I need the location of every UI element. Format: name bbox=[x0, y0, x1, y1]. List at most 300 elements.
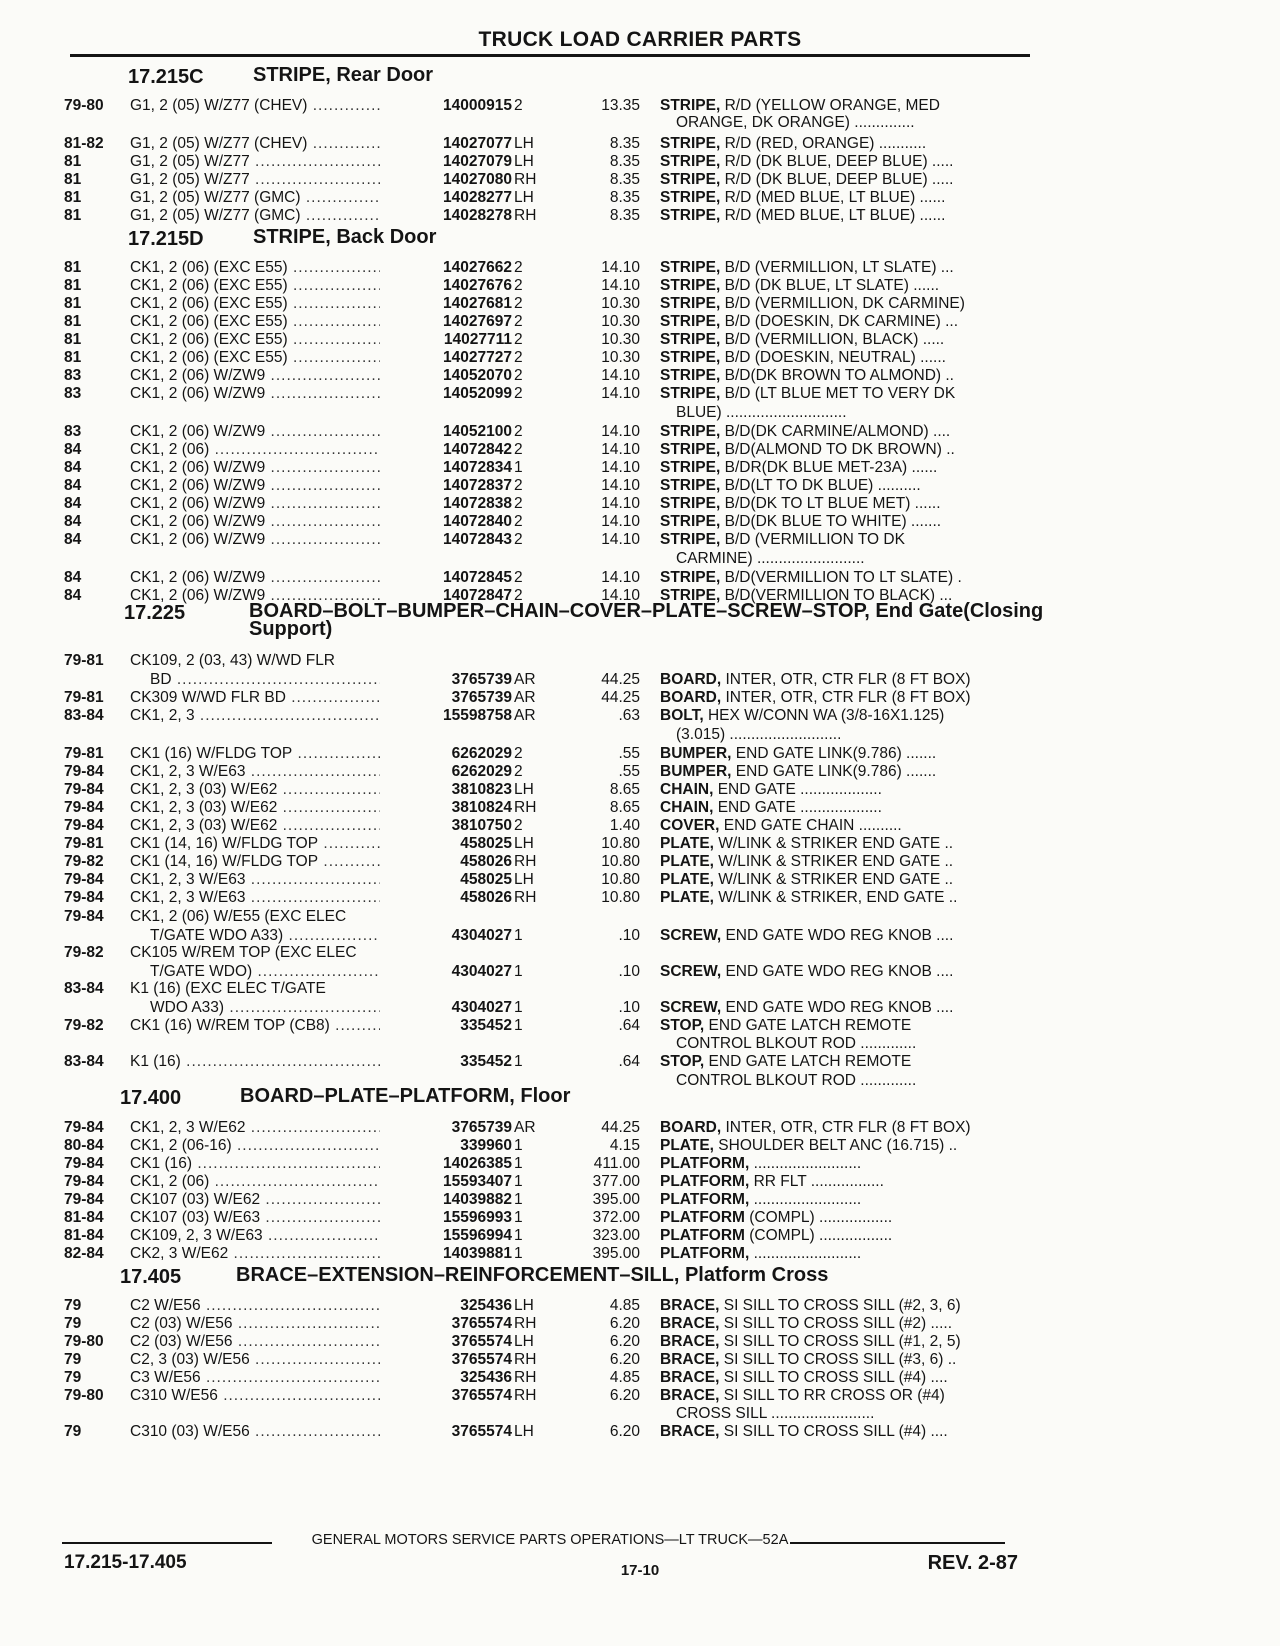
part-number: 3765574 bbox=[380, 1350, 512, 1369]
part-row bbox=[0, 1172, 1280, 1192]
model-years: 79-81 bbox=[64, 745, 104, 762]
model-applicability: CK1, 2 (06) W/ZW9 ..... bbox=[130, 366, 402, 385]
price: 6.20 bbox=[609, 1333, 640, 1350]
model-years: 81 bbox=[64, 171, 82, 188]
part-description bbox=[660, 568, 1020, 587]
part-number: 14028277 bbox=[380, 188, 512, 207]
model-years: 79-84 bbox=[64, 889, 104, 906]
model-applicability: CK1, 2, 3 ..... bbox=[130, 706, 402, 725]
part-description bbox=[660, 512, 1020, 531]
part-number: 15593407 bbox=[380, 1172, 512, 1191]
price: 8.35 bbox=[609, 207, 640, 224]
price: 10.30 bbox=[601, 295, 640, 312]
part-number: 339960 bbox=[380, 1136, 512, 1155]
quantity: LH bbox=[514, 835, 534, 852]
model-applicability: T/GATE WDO) ..... bbox=[150, 962, 402, 981]
part-description-text: (COMPL) ................. bbox=[749, 1209, 893, 1226]
part-description bbox=[660, 834, 1020, 853]
price: 14.10 bbox=[601, 495, 640, 512]
section-number: 17.225 bbox=[124, 602, 186, 624]
price: 14.10 bbox=[601, 531, 640, 548]
model-applicability: CK1, 2 (06) (EXC E55) ..... bbox=[130, 348, 402, 367]
price: .10 bbox=[618, 927, 640, 944]
quantity: 2 bbox=[514, 313, 523, 330]
quantity: 1 bbox=[514, 459, 523, 476]
part-name: STRIPE, bbox=[660, 587, 721, 604]
part-description-text: R/D (RED, ORANGE) ........... bbox=[724, 135, 927, 152]
model-years: 79-81 bbox=[64, 689, 104, 706]
part-description-text: END GATE CHAIN .......... bbox=[723, 817, 902, 834]
part-name: STOP, bbox=[660, 1017, 705, 1034]
model-applicability: C2 W/E56 ..... bbox=[130, 1296, 402, 1315]
model-years: 81 bbox=[64, 331, 82, 348]
model-applicability: CK1, 2 (06-16) ..... bbox=[130, 1136, 402, 1155]
part-description bbox=[660, 1190, 1020, 1209]
price: 4.15 bbox=[609, 1137, 640, 1154]
part-name: STRIPE, bbox=[660, 189, 721, 206]
part-row bbox=[0, 384, 1280, 404]
quantity: 2 bbox=[514, 569, 523, 586]
part-name: STRIPE, bbox=[660, 259, 721, 276]
part-description bbox=[660, 294, 1020, 313]
quantity: 1 bbox=[514, 1017, 523, 1034]
part-description bbox=[660, 998, 1020, 1017]
quantity: 1 bbox=[514, 1227, 523, 1244]
price: 13.35 bbox=[601, 97, 640, 114]
part-number: 14072840 bbox=[380, 512, 512, 531]
part-description-text: B/D(ALMOND TO DK BROWN) .. bbox=[724, 441, 955, 458]
part-name: STRIPE, bbox=[660, 207, 721, 224]
model-applicability: CK1, 2 (06) W/ZW9 ..... bbox=[130, 530, 402, 549]
quantity: 2 bbox=[514, 495, 523, 512]
quantity: LH bbox=[514, 781, 534, 798]
part-description bbox=[660, 1296, 1020, 1315]
model-years: 84 bbox=[64, 513, 82, 530]
section-title: STRIPE, Rear Door bbox=[253, 64, 434, 86]
quantity: 2 bbox=[514, 349, 523, 366]
part-description-text: SI SILL TO CROSS SILL (#4) .... bbox=[723, 1369, 948, 1386]
page-title: TRUCK LOAD CARRIER PARTS bbox=[478, 28, 802, 51]
model-years: 82-84 bbox=[64, 1245, 104, 1262]
part-description bbox=[660, 276, 1020, 295]
model-years: 81 bbox=[64, 153, 82, 170]
model-years: 84 bbox=[64, 587, 82, 604]
quantity: RH bbox=[514, 799, 537, 816]
quantity: 2 bbox=[514, 745, 523, 762]
price: 8.35 bbox=[609, 189, 640, 206]
price: 14.10 bbox=[601, 459, 640, 476]
model-applicability: CK1, 2, 3 W/E62 ..... bbox=[130, 1118, 402, 1137]
part-description-text: SI SILL TO CROSS SILL (#3, 6) .. bbox=[723, 1351, 957, 1368]
model-years: 80-84 bbox=[64, 1137, 104, 1154]
model-years: 79-84 bbox=[64, 781, 104, 798]
part-description bbox=[660, 870, 1020, 889]
price: 14.10 bbox=[601, 513, 640, 530]
part-description bbox=[660, 1052, 1020, 1071]
part-name: STOP, bbox=[660, 1053, 705, 1070]
model-years: 79 bbox=[64, 1297, 82, 1314]
part-row bbox=[0, 134, 1280, 154]
part-number: 3765574 bbox=[380, 1332, 512, 1351]
model-applicability: C2, 3 (03) W/E56 ..... bbox=[130, 1350, 402, 1369]
price: 10.30 bbox=[601, 349, 640, 366]
part-number: 458026 bbox=[380, 888, 512, 907]
model-applicability: CK1, 2 (06) W/ZW9 ..... bbox=[130, 476, 402, 495]
part-description-continued: CONTROL BLKOUT ROD ............. bbox=[676, 1072, 917, 1089]
part-row bbox=[0, 1016, 1280, 1036]
price: 8.35 bbox=[609, 171, 640, 188]
price: 14.10 bbox=[601, 587, 640, 604]
part-row bbox=[0, 96, 1280, 116]
quantity: 2 bbox=[514, 513, 523, 530]
part-row bbox=[0, 258, 1280, 278]
part-number: 14027697 bbox=[380, 312, 512, 331]
part-description bbox=[660, 422, 1020, 441]
part-row bbox=[0, 366, 1280, 386]
model-years: 79-84 bbox=[64, 817, 104, 834]
part-name: STRIPE, bbox=[660, 441, 721, 458]
part-description bbox=[660, 170, 1020, 189]
model-applicability-line1: K1 (16) (EXC ELEC T/GATE bbox=[130, 980, 326, 997]
part-number: 14072845 bbox=[380, 568, 512, 587]
price: 14.10 bbox=[601, 423, 640, 440]
price: 377.00 bbox=[592, 1173, 640, 1190]
price: .64 bbox=[618, 1017, 640, 1034]
part-name: PLATFORM, bbox=[660, 1245, 750, 1262]
model-applicability: WDO A33) ..... bbox=[150, 998, 402, 1017]
part-row bbox=[0, 1350, 1280, 1370]
part-row bbox=[0, 1136, 1280, 1156]
price: 44.25 bbox=[601, 1119, 640, 1136]
quantity: RH bbox=[514, 1369, 537, 1386]
model-applicability: CK107 (03) W/E63 ..... bbox=[130, 1208, 402, 1227]
part-number: 14027676 bbox=[380, 276, 512, 295]
part-number: 3810824 bbox=[380, 798, 512, 817]
part-name: BRACE, bbox=[660, 1315, 720, 1332]
part-row-prefix bbox=[0, 907, 1280, 927]
model-years: 79-82 bbox=[64, 944, 104, 961]
part-row bbox=[0, 1422, 1280, 1442]
part-name: STRIPE, bbox=[660, 135, 721, 152]
part-description-text: B/D(DK BROWN TO ALMOND) .. bbox=[724, 367, 954, 384]
part-number: 14072837 bbox=[380, 476, 512, 495]
part-row bbox=[0, 512, 1280, 532]
section-number: 17.405 bbox=[120, 1266, 182, 1288]
part-description-text: END GATE WDO REG KNOB .... bbox=[725, 963, 954, 980]
part-row bbox=[0, 276, 1280, 296]
part-description-continued: CROSS SILL ........................ bbox=[676, 1405, 875, 1422]
quantity: 2 bbox=[514, 441, 523, 458]
model-applicability: CK1 (16) W/FLDG TOP ..... bbox=[130, 744, 402, 763]
part-number: 4304027 bbox=[380, 926, 512, 945]
part-description-text: SI SILL TO CROSS SILL (#4) .... bbox=[723, 1423, 948, 1440]
price: 8.35 bbox=[609, 135, 640, 152]
model-years: 84 bbox=[64, 459, 82, 476]
model-years: 81 bbox=[64, 277, 82, 294]
part-name: CHAIN, bbox=[660, 781, 714, 798]
part-name: BRACE, bbox=[660, 1387, 720, 1404]
part-number: 14027662 bbox=[380, 258, 512, 277]
part-description bbox=[660, 1154, 1020, 1173]
section-title: BOARD–BOLT–BUMPER–CHAIN–COVER–PLATE–SCREW–STOP, End Gate(Closing Support) bbox=[249, 600, 1044, 640]
part-name: STRIPE, bbox=[660, 385, 721, 402]
part-description bbox=[660, 188, 1020, 207]
part-name: SCREW, bbox=[660, 963, 722, 980]
part-description-text: END GATE LATCH REMOTE bbox=[708, 1017, 912, 1034]
part-name: COVER, bbox=[660, 817, 720, 834]
part-description-text: B/D (DOESKIN, DK CARMINE) ... bbox=[724, 313, 958, 330]
section-number: 17.400 bbox=[120, 1087, 182, 1109]
part-row bbox=[0, 206, 1280, 226]
part-number: 14039882 bbox=[380, 1190, 512, 1209]
price: 14.10 bbox=[601, 277, 640, 294]
part-description-text: B/D (VERMILLION, DK CARMINE) bbox=[724, 295, 965, 312]
part-row bbox=[0, 1052, 1280, 1072]
model-applicability-line1: CK105 W/REM TOP (EXC ELEC bbox=[130, 944, 357, 961]
part-description bbox=[660, 1244, 1020, 1263]
part-description bbox=[660, 440, 1020, 459]
model-applicability: CK1, 2 (06) (EXC E55) ..... bbox=[130, 330, 402, 349]
model-applicability: CK1, 2 (06) (EXC E55) ..... bbox=[130, 276, 402, 295]
part-description bbox=[660, 1314, 1020, 1333]
price: 4.85 bbox=[609, 1297, 640, 1314]
model-years: 84 bbox=[64, 495, 82, 512]
part-description-text: END GATE WDO REG KNOB .... bbox=[725, 999, 954, 1016]
part-description-text: END GATE LINK(9.786) ....... bbox=[735, 763, 937, 780]
part-description-text: B/D(LT TO DK BLUE) .......... bbox=[724, 477, 921, 494]
price: 395.00 bbox=[592, 1245, 640, 1262]
quantity: RH bbox=[514, 889, 537, 906]
part-number: 14028278 bbox=[380, 206, 512, 225]
model-applicability: C2 (03) W/E56 ..... bbox=[130, 1314, 402, 1333]
model-years: 79-84 bbox=[64, 1173, 104, 1190]
part-description-text: END GATE LATCH REMOTE bbox=[708, 1053, 912, 1070]
part-description bbox=[660, 1368, 1020, 1387]
part-description-text: R/D (YELLOW ORANGE, MED bbox=[724, 97, 940, 114]
part-description-text: B/D(DK CARMINE/ALMOND) .... bbox=[724, 423, 951, 440]
part-name: SCREW, bbox=[660, 927, 722, 944]
part-description-continued: CONTROL BLKOUT ROD ............. bbox=[676, 1035, 917, 1052]
part-description-text: ......................... bbox=[753, 1191, 862, 1208]
quantity: 1 bbox=[514, 1137, 523, 1154]
part-number: 14027727 bbox=[380, 348, 512, 367]
part-description bbox=[660, 780, 1020, 799]
model-years: 81 bbox=[64, 295, 82, 312]
part-number: 4304027 bbox=[380, 962, 512, 981]
part-name: BOARD, bbox=[660, 671, 722, 688]
quantity: 2 bbox=[514, 277, 523, 294]
price: 44.25 bbox=[601, 689, 640, 706]
part-name: STRIPE, bbox=[660, 349, 721, 366]
part-row bbox=[0, 530, 1280, 550]
part-name: CHAIN, bbox=[660, 799, 714, 816]
model-years: 81 bbox=[64, 349, 82, 366]
model-applicability-line1: CK109, 2 (03, 43) W/WD FLR bbox=[130, 652, 336, 669]
model-years: 79 bbox=[64, 1315, 82, 1332]
part-description bbox=[660, 476, 1020, 495]
part-number: 14052099 bbox=[380, 384, 512, 403]
price: 14.10 bbox=[601, 367, 640, 384]
quantity: RH bbox=[514, 171, 537, 188]
part-name: PLATFORM, bbox=[660, 1191, 750, 1208]
part-description bbox=[660, 494, 1020, 513]
part-name: PLATE, bbox=[660, 871, 714, 888]
part-name: PLATFORM bbox=[660, 1227, 745, 1244]
part-description bbox=[660, 1208, 1020, 1227]
quantity: LH bbox=[514, 189, 534, 206]
quantity: RH bbox=[514, 1315, 537, 1332]
quantity: 2 bbox=[514, 477, 523, 494]
model-applicability: CK1, 2 (06) W/ZW9 ..... bbox=[130, 422, 402, 441]
model-applicability: G1, 2 (05) W/Z77 (GMC) ..... bbox=[130, 188, 402, 207]
part-description bbox=[660, 1332, 1020, 1351]
price: 14.10 bbox=[601, 385, 640, 402]
model-years: 79-81 bbox=[64, 835, 104, 852]
quantity: 1 bbox=[514, 1053, 523, 1070]
model-applicability: T/GATE WDO A33) ..... bbox=[150, 926, 402, 945]
price: .64 bbox=[618, 1053, 640, 1070]
model-years: 81-82 bbox=[64, 135, 104, 152]
part-name: SCREW, bbox=[660, 999, 722, 1016]
part-row bbox=[0, 798, 1280, 818]
model-years: 79-82 bbox=[64, 1017, 104, 1034]
model-applicability: CK1, 2 (06) W/ZW9 ..... bbox=[130, 494, 402, 513]
part-name: STRIPE, bbox=[660, 313, 721, 330]
part-row bbox=[0, 188, 1280, 208]
part-name: PLATE, bbox=[660, 889, 714, 906]
part-description bbox=[660, 1226, 1020, 1245]
model-applicability: CK309 W/WD FLR BD ..... bbox=[130, 688, 402, 707]
part-name: BRACE, bbox=[660, 1369, 720, 1386]
price: .10 bbox=[618, 999, 640, 1016]
price: 44.25 bbox=[601, 671, 640, 688]
part-description-text: ......................... bbox=[753, 1155, 862, 1172]
model-years: 79 bbox=[64, 1369, 82, 1386]
quantity: 1 bbox=[514, 927, 523, 944]
price: 395.00 bbox=[592, 1191, 640, 1208]
part-row bbox=[0, 706, 1280, 726]
price: 6.20 bbox=[609, 1351, 640, 1368]
model-applicability: CK2, 3 W/E62 ..... bbox=[130, 1244, 402, 1263]
part-row bbox=[0, 1332, 1280, 1352]
quantity: RH bbox=[514, 1351, 537, 1368]
part-description bbox=[660, 762, 1020, 781]
part-number: 3765574 bbox=[380, 1422, 512, 1441]
section-title: BRACE–EXTENSION–REINFORCEMENT–SILL, Platform Cross bbox=[236, 1264, 829, 1286]
quantity: 2 bbox=[514, 331, 523, 348]
quantity: 2 bbox=[514, 385, 523, 402]
model-applicability: CK1, 2 (06) W/ZW9 ..... bbox=[130, 568, 402, 587]
part-row-prefix bbox=[0, 943, 1280, 963]
part-row bbox=[0, 170, 1280, 190]
price: 14.10 bbox=[601, 569, 640, 586]
part-row bbox=[0, 348, 1280, 368]
model-years: 79 bbox=[64, 1351, 82, 1368]
part-description bbox=[660, 688, 1020, 707]
model-applicability: CK1, 2 (06) W/ZW9 ..... bbox=[130, 384, 402, 403]
model-years: 84 bbox=[64, 441, 82, 458]
part-name: STRIPE, bbox=[660, 495, 721, 512]
part-row bbox=[0, 1386, 1280, 1406]
part-number: 14072834 bbox=[380, 458, 512, 477]
part-description-text: W/LINK & STRIKER END GATE .. bbox=[718, 871, 954, 888]
part-description bbox=[660, 1172, 1020, 1191]
part-name: PLATE, bbox=[660, 1137, 714, 1154]
price: .55 bbox=[618, 763, 640, 780]
model-applicability: C2 (03) W/E56 ..... bbox=[130, 1332, 402, 1351]
part-name: STRIPE, bbox=[660, 367, 721, 384]
part-number: 3810750 bbox=[380, 816, 512, 835]
part-name: BOARD, bbox=[660, 1119, 722, 1136]
part-number: 4304027 bbox=[380, 998, 512, 1017]
price: 10.30 bbox=[601, 331, 640, 348]
price: 8.65 bbox=[609, 781, 640, 798]
price: 10.80 bbox=[601, 889, 640, 906]
part-description bbox=[660, 816, 1020, 835]
part-name: STRIPE, bbox=[660, 531, 721, 548]
model-years: 81-84 bbox=[64, 1209, 104, 1226]
quantity: 1 bbox=[514, 1245, 523, 1262]
part-number: 14039881 bbox=[380, 1244, 512, 1263]
part-description bbox=[660, 134, 1020, 153]
model-applicability: CK109, 2, 3 W/E63 ..... bbox=[130, 1226, 402, 1245]
part-description bbox=[660, 258, 1020, 277]
quantity: 1 bbox=[514, 1191, 523, 1208]
model-applicability: G1, 2 (05) W/Z77 (CHEV) ..... bbox=[130, 96, 402, 115]
quantity: 1 bbox=[514, 1209, 523, 1226]
part-description-text: SI SILL TO CROSS SILL (#2) ..... bbox=[723, 1315, 953, 1332]
part-number: 14027681 bbox=[380, 294, 512, 313]
part-number: 14052070 bbox=[380, 366, 512, 385]
part-row-prefix bbox=[0, 979, 1280, 999]
price: 8.35 bbox=[609, 153, 640, 170]
model-years: 83 bbox=[64, 385, 82, 402]
quantity: 2 bbox=[514, 367, 523, 384]
model-years: 83-84 bbox=[64, 707, 104, 724]
quantity: LH bbox=[514, 135, 534, 152]
quantity: 2 bbox=[514, 531, 523, 548]
quantity: LH bbox=[514, 1423, 534, 1440]
part-name: STRIPE, bbox=[660, 171, 721, 188]
part-description-text: SI SILL TO CROSS SILL (#1, 2, 5) bbox=[723, 1333, 961, 1350]
quantity: 2 bbox=[514, 423, 523, 440]
quantity: 2 bbox=[514, 259, 523, 276]
part-description-text: B/D(VERMILLION TO LT SLATE) . bbox=[724, 569, 962, 586]
price: 323.00 bbox=[592, 1227, 640, 1244]
part-name: STRIPE, bbox=[660, 153, 721, 170]
part-row bbox=[0, 1368, 1280, 1388]
part-row bbox=[0, 458, 1280, 478]
part-name: STRIPE, bbox=[660, 423, 721, 440]
part-name: BOARD, bbox=[660, 689, 722, 706]
part-row bbox=[0, 1244, 1280, 1264]
model-applicability: BD ..... bbox=[150, 670, 402, 689]
part-number: 458025 bbox=[380, 870, 512, 889]
part-description-text: B/D(DK BLUE TO WHITE) ....... bbox=[724, 513, 942, 530]
part-row bbox=[0, 152, 1280, 172]
part-name: PLATFORM bbox=[660, 1209, 745, 1226]
part-row bbox=[0, 762, 1280, 782]
model-applicability: CK1 (16) W/REM TOP (CB8) ..... bbox=[130, 1016, 402, 1035]
part-row bbox=[0, 870, 1280, 890]
model-years: 83-84 bbox=[64, 980, 104, 997]
part-description-continued: (3.015) .......................... bbox=[676, 726, 842, 743]
part-description-text: INTER, OTR, CTR FLR (8 FT BOX) bbox=[725, 671, 971, 688]
model-years: 83 bbox=[64, 423, 82, 440]
part-number: 325436 bbox=[380, 1296, 512, 1315]
model-applicability: G1, 2 (05) W/Z77 ..... bbox=[130, 152, 402, 171]
model-applicability: CK1, 2, 3 W/E63 ..... bbox=[130, 762, 402, 781]
